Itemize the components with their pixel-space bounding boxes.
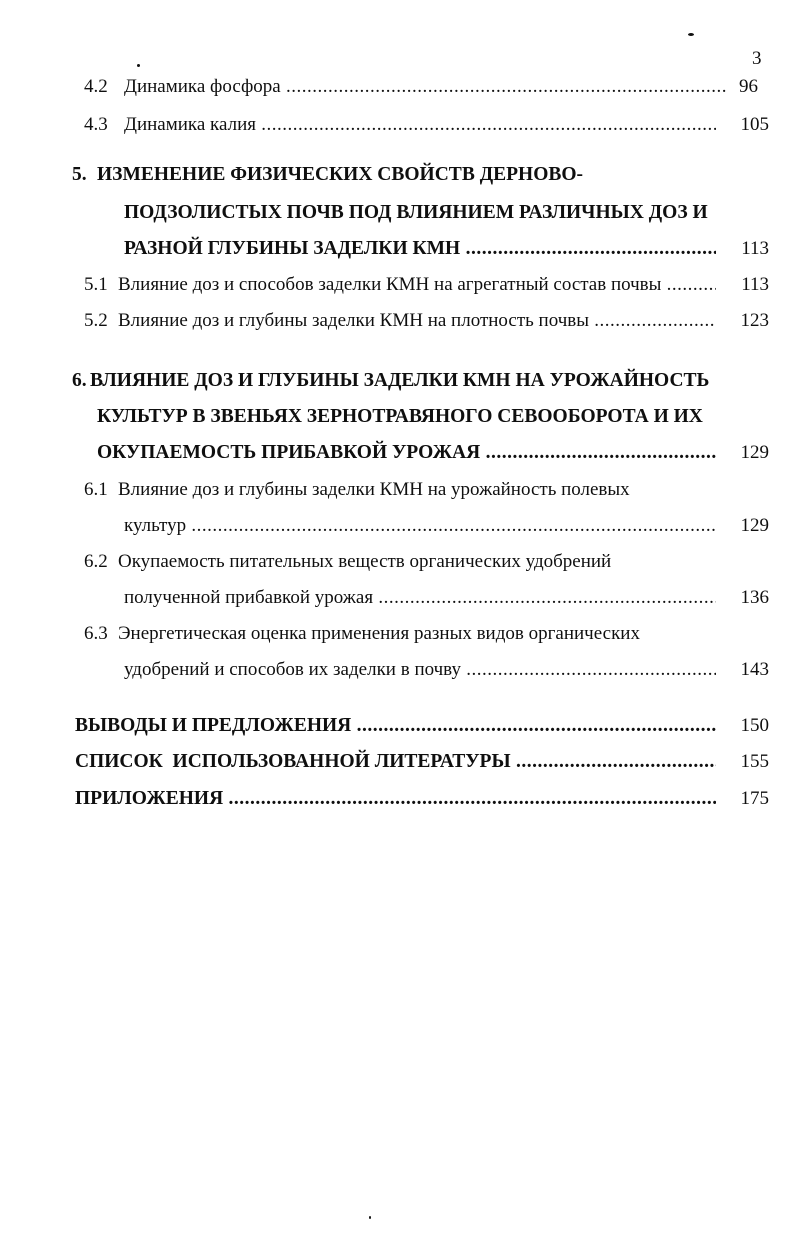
chapter-page: 113	[741, 238, 769, 259]
entry-page: 136	[740, 587, 769, 608]
chapter-title-line-1: ВЛИЯНИЕ ДОЗ И ГЛУБИНЫ ЗАДЕЛКИ КМН НА УРОЖАЙНОСТЬ	[90, 370, 710, 391]
entry-page: 175	[740, 788, 769, 809]
toc-conclusions	[0, 711, 798, 741]
toc-appendices	[0, 784, 798, 814]
chapter-number: 5.	[72, 164, 87, 185]
scan-speck	[369, 1216, 371, 1219]
toc-chapter-6	[0, 366, 798, 396]
entry-page: 143	[740, 659, 769, 680]
entry-number: 4.2	[84, 76, 108, 97]
entry-title-line-1: Окупаемость питательных веществ органических удобрений	[118, 551, 612, 572]
toc-entry-6-3	[0, 619, 798, 649]
entry-title: СПИСОК ИСПОЛЬЗОВАННОЙ ЛИТЕРАТУРЫ .....	[75, 747, 716, 777]
toc-entry-6-2	[0, 547, 798, 577]
entry-title-line-2: полученной прибавкой урожая .....	[124, 583, 716, 613]
chapter-page: 129	[740, 442, 769, 463]
entry-title: ПРИЛОЖЕНИЯ .....	[75, 784, 716, 814]
chapter-number: 6.	[72, 370, 87, 391]
entry-page: 129	[740, 515, 769, 536]
entry-number: 5.1	[84, 274, 108, 295]
entry-number: 6.3	[84, 623, 108, 644]
entry-title: Динамика калия .....	[124, 110, 716, 140]
entry-page: 113	[741, 274, 769, 295]
chapter-title-line-1: ИЗМЕНЕНИЕ ФИЗИЧЕСКИХ СВОЙСТВ ДЕРНОВО-	[97, 164, 584, 185]
entry-title-line-1: Влияние доз и глубины заделки КМН на урожайность полевых	[118, 479, 630, 500]
chapter-title-line-3: ОКУПАЕМОСТЬ ПРИБАВКОЙ УРОЖАЯ .....	[97, 438, 716, 468]
entry-title-line-1: Энергетическая оценка применения разных видов органических	[118, 623, 640, 644]
toc-entry-6-1	[0, 475, 798, 505]
entry-number: 4.3	[84, 114, 108, 135]
entry-page: 123	[740, 310, 769, 331]
page-number: 3	[752, 48, 762, 69]
toc-entry-5-1	[0, 270, 798, 300]
toc-chapter-5-line-3	[0, 234, 798, 264]
toc-entry-6-1-line-2	[0, 511, 798, 541]
chapter-title-line-2: КУЛЬТУР В ЗВЕНЬЯХ ЗЕРНОТРАВЯНОГО СЕВООБОРОТА И ИХ	[97, 406, 703, 427]
entry-title: Влияние доз и способов заделки КМН на агрегатный состав почвы .....	[118, 270, 716, 300]
entry-number: 5.2	[84, 310, 108, 331]
toc-chapter-6-line-2	[0, 402, 798, 432]
toc-chapter-5-line-2	[0, 198, 798, 228]
toc-references	[0, 747, 798, 777]
entry-number: 6.2	[84, 551, 108, 572]
entry-page: 150	[740, 715, 769, 736]
scan-speck	[688, 33, 694, 36]
entry-page: 96	[739, 76, 758, 97]
entry-title: ВЫВОДЫ И ПРЕДЛОЖЕНИЯ .....	[75, 711, 716, 741]
chapter-title-line-2: ПОДЗОЛИСТЫХ ПОЧВ ПОД ВЛИЯНИЕМ РАЗЛИЧНЫХ ДОЗ И	[124, 202, 708, 223]
toc-entry-4-3	[0, 110, 798, 140]
chapter-title-line-3: РАЗНОЙ ГЛУБИНЫ ЗАДЕЛКИ КМН .....	[124, 234, 716, 264]
toc-entry-6-2-line-2	[0, 583, 798, 613]
toc-chapter-6-line-3	[0, 438, 798, 468]
entry-title: Влияние доз и глубины заделки КМН на плотность почвы .....	[118, 306, 716, 336]
toc-entry-4-2	[0, 72, 798, 102]
entry-number: 6.1	[84, 479, 108, 500]
toc-entry-5-2	[0, 306, 798, 336]
entry-title: Динамика фосфора .....	[124, 72, 727, 102]
scan-speck	[137, 64, 140, 67]
toc-entry-6-3-line-2	[0, 655, 798, 685]
entry-page: 155	[740, 751, 769, 772]
entry-title-line-2: культур .....	[124, 511, 716, 541]
toc-chapter-5	[0, 160, 798, 190]
entry-page: 105	[740, 114, 769, 135]
entry-title-line-2: удобрений и способов их заделки в почву .....	[124, 655, 716, 685]
